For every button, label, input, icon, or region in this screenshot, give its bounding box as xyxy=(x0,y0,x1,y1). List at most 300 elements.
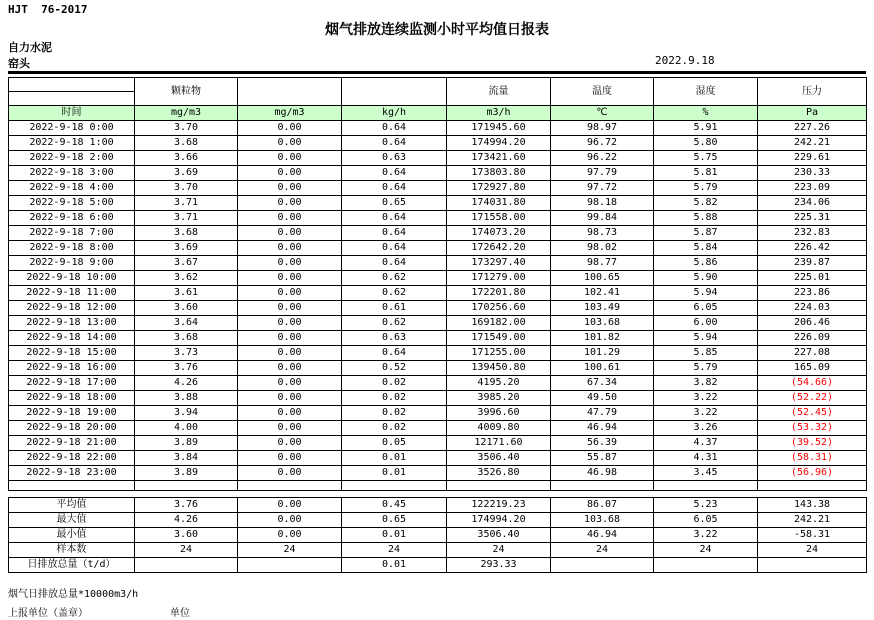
table-cell: 170256.60 xyxy=(447,301,551,316)
table-cell: 3.22 xyxy=(654,528,758,543)
table-cell: 0.00 xyxy=(238,406,342,421)
unit-pm-mgm3: mg/m3 xyxy=(135,106,238,121)
table-cell xyxy=(551,481,654,491)
table-cell: 3.68 xyxy=(135,226,238,241)
table-row xyxy=(9,451,867,466)
main-table-body xyxy=(9,121,867,481)
table-cell: 98.02 xyxy=(551,241,654,256)
table-cell: 227.08 xyxy=(758,346,867,361)
table-cell: 3.68 xyxy=(135,331,238,346)
table-cell xyxy=(758,481,867,491)
standard-number: HJT 76-2017 xyxy=(8,3,88,16)
table-cell: 3.69 xyxy=(135,241,238,256)
summary-row xyxy=(9,558,867,573)
table-cell: 0.63 xyxy=(342,331,447,346)
table-cell: 2022-9-18 6:00 xyxy=(9,211,135,226)
table-row xyxy=(9,421,867,436)
table-cell: 4.00 xyxy=(135,421,238,436)
table-cell: 平均值 xyxy=(9,498,135,513)
table-cell: 174031.80 xyxy=(447,196,551,211)
table-cell: 0.00 xyxy=(238,466,342,481)
table-cell: 3.64 xyxy=(135,316,238,331)
table-cell: 样本数 xyxy=(9,543,135,558)
table-cell: 0.02 xyxy=(342,421,447,436)
table-cell: 171945.60 xyxy=(447,121,551,136)
table-cell xyxy=(758,558,867,573)
table-cell: 日排放总量（t/d） xyxy=(9,558,135,573)
table-row xyxy=(9,301,867,316)
table-cell: 103.68 xyxy=(551,316,654,331)
col-header-time: 时间 xyxy=(9,106,135,121)
table-row xyxy=(9,316,867,331)
table-cell: (54.66) xyxy=(758,376,867,391)
table-cell: 5.88 xyxy=(654,211,758,226)
table-cell: 3.45 xyxy=(654,466,758,481)
table-cell: 223.86 xyxy=(758,286,867,301)
table-cell: 2022-9-18 22:00 xyxy=(9,451,135,466)
table-cell: 3.70 xyxy=(135,181,238,196)
table-cell: 98.73 xyxy=(551,226,654,241)
table-cell: 0.00 xyxy=(238,301,342,316)
col-header-pressure: 压力 xyxy=(758,78,867,106)
table-cell: 0.65 xyxy=(342,196,447,211)
table-cell: 0.00 xyxy=(238,391,342,406)
table-cell: 0.00 xyxy=(238,151,342,166)
table-cell: 96.72 xyxy=(551,136,654,151)
blank-row-section xyxy=(9,481,867,491)
col-header-flow: 流量 xyxy=(447,78,551,106)
table-row xyxy=(9,361,867,376)
table-cell: 5.85 xyxy=(654,346,758,361)
table-cell: 98.18 xyxy=(551,196,654,211)
table-cell: 0.00 xyxy=(238,166,342,181)
table-cell: 24 xyxy=(342,543,447,558)
table-cell xyxy=(342,481,447,491)
table-cell: 5.80 xyxy=(654,136,758,151)
blank-row xyxy=(9,481,867,491)
table-cell xyxy=(654,558,758,573)
table-cell: 3.61 xyxy=(135,286,238,301)
company-name: 自力水泥 xyxy=(8,41,52,54)
table-cell: 3526.80 xyxy=(447,466,551,481)
table-cell: 139450.80 xyxy=(447,361,551,376)
table-cell: 3.71 xyxy=(135,211,238,226)
table-cell: 5.90 xyxy=(654,271,758,286)
table-cell: 226.42 xyxy=(758,241,867,256)
table-cell: 5.84 xyxy=(654,241,758,256)
table-cell: 229.61 xyxy=(758,151,867,166)
table-cell: 0.64 xyxy=(342,256,447,271)
table-cell: 99.84 xyxy=(551,211,654,226)
table-row xyxy=(9,211,867,226)
table-cell: 5.79 xyxy=(654,361,758,376)
table-cell: 0.64 xyxy=(342,166,447,181)
unit-label: 单位 xyxy=(170,608,190,619)
table-cell xyxy=(135,558,238,573)
table-cell: 101.82 xyxy=(551,331,654,346)
table-cell: 226.09 xyxy=(758,331,867,346)
footer-line-2 xyxy=(8,604,874,618)
table-cell: 4.31 xyxy=(654,451,758,466)
table-cell: 0.00 xyxy=(238,136,342,151)
table-cell: 5.79 xyxy=(654,181,758,196)
table-cell xyxy=(447,481,551,491)
table-cell: 5.91 xyxy=(654,121,758,136)
table-cell: 6.05 xyxy=(654,513,758,528)
table-cell: 2022-9-18 12:00 xyxy=(9,301,135,316)
table-cell: 0.02 xyxy=(342,391,447,406)
table-cell: 3.71 xyxy=(135,196,238,211)
table-cell: 3.89 xyxy=(135,466,238,481)
table-cell: 86.07 xyxy=(551,498,654,513)
table-cell: 225.31 xyxy=(758,211,867,226)
table-cell: 3.94 xyxy=(135,406,238,421)
unit-celsius: ℃ xyxy=(551,106,654,121)
unit-m3h: m3/h xyxy=(447,106,551,121)
table-cell: 242.21 xyxy=(758,136,867,151)
table-cell: 171255.00 xyxy=(447,346,551,361)
table-cell: 5.23 xyxy=(654,498,758,513)
table-cell: 102.41 xyxy=(551,286,654,301)
table-row xyxy=(9,241,867,256)
table-cell: (58.31) xyxy=(758,451,867,466)
table-cell: 3.82 xyxy=(654,376,758,391)
table-row xyxy=(9,181,867,196)
table-cell: 227.26 xyxy=(758,121,867,136)
table-cell: 5.94 xyxy=(654,286,758,301)
table-cell: 173297.40 xyxy=(447,256,551,271)
table-cell: 3.60 xyxy=(135,528,238,543)
table-cell: 0.62 xyxy=(342,271,447,286)
table-cell: 5.75 xyxy=(654,151,758,166)
table-cell: 173421.60 xyxy=(447,151,551,166)
table-cell: 242.21 xyxy=(758,513,867,528)
table-row xyxy=(9,286,867,301)
table-cell: 239.87 xyxy=(758,256,867,271)
table-cell xyxy=(9,481,135,491)
table-cell: 98.77 xyxy=(551,256,654,271)
table-cell: 24 xyxy=(654,543,758,558)
table-cell: 0.64 xyxy=(342,181,447,196)
table-row xyxy=(9,151,867,166)
table-cell: 0.00 xyxy=(238,346,342,361)
table-cell: 3985.20 xyxy=(447,391,551,406)
table-cell: 2022-9-18 19:00 xyxy=(9,406,135,421)
table-row xyxy=(9,256,867,271)
table-cell: 2022-9-18 9:00 xyxy=(9,256,135,271)
table-cell: 0.00 xyxy=(238,376,342,391)
table-cell: 100.61 xyxy=(551,361,654,376)
table-cell: 24 xyxy=(447,543,551,558)
table-cell: 0.63 xyxy=(342,151,447,166)
table-row xyxy=(9,391,867,406)
table-cell: 3.89 xyxy=(135,436,238,451)
table-row xyxy=(9,271,867,286)
table-cell: 2022-9-18 1:00 xyxy=(9,136,135,151)
table-cell: 2022-9-18 2:00 xyxy=(9,151,135,166)
table-cell: 0.64 xyxy=(342,346,447,361)
table-cell: 2022-9-18 15:00 xyxy=(9,346,135,361)
table-cell: 5.86 xyxy=(654,256,758,271)
main-data-table xyxy=(8,77,867,491)
table-row xyxy=(9,406,867,421)
table-cell: 0.01 xyxy=(342,528,447,543)
table-cell: 3.76 xyxy=(135,361,238,376)
table-cell: 6.00 xyxy=(654,316,758,331)
table-cell: 0.05 xyxy=(342,436,447,451)
table-cell: (52.45) xyxy=(758,406,867,421)
table-cell: 3.67 xyxy=(135,256,238,271)
table-cell: 101.29 xyxy=(551,346,654,361)
table-cell: 103.68 xyxy=(551,513,654,528)
table-cell: 3.26 xyxy=(654,421,758,436)
table-cell: 46.94 xyxy=(551,421,654,436)
summary-table xyxy=(8,497,867,573)
table-cell: 3.22 xyxy=(654,406,758,421)
table-cell: 67.34 xyxy=(551,376,654,391)
table-cell: 0.00 xyxy=(238,436,342,451)
footer-note: 烟气日排放总量*10000m3/h xyxy=(8,589,139,600)
table-cell: 4.26 xyxy=(135,513,238,528)
monitoring-point-name: 窑头 xyxy=(8,57,30,70)
table-cell: 165.09 xyxy=(758,361,867,376)
table-cell: 97.79 xyxy=(551,166,654,181)
table-cell: 224.03 xyxy=(758,301,867,316)
header-divider xyxy=(8,71,866,74)
table-cell: 3.69 xyxy=(135,166,238,181)
col-header-blank-1 xyxy=(238,78,342,106)
table-cell: 46.94 xyxy=(551,528,654,543)
table-row xyxy=(9,196,867,211)
table-cell: 3.68 xyxy=(135,136,238,151)
table-cell: 0.00 xyxy=(238,181,342,196)
table-cell: 0.64 xyxy=(342,211,447,226)
table-cell: 0.02 xyxy=(342,406,447,421)
table-cell: 0.00 xyxy=(238,121,342,136)
table-cell: 122219.23 xyxy=(447,498,551,513)
table-cell: 4.26 xyxy=(135,376,238,391)
table-cell: 2022-9-18 13:00 xyxy=(9,316,135,331)
table-cell: 0.64 xyxy=(342,136,447,151)
table-cell: 225.01 xyxy=(758,271,867,286)
table-cell: 171279.00 xyxy=(447,271,551,286)
table-cell: 2022-9-18 5:00 xyxy=(9,196,135,211)
table-cell: 0.52 xyxy=(342,361,447,376)
table-cell: 2022-9-18 23:00 xyxy=(9,466,135,481)
table-cell xyxy=(654,481,758,491)
table-cell: 0.00 xyxy=(238,528,342,543)
table-cell: 174994.20 xyxy=(447,513,551,528)
table-cell: 0.02 xyxy=(342,376,447,391)
table-cell: 3.22 xyxy=(654,391,758,406)
table-cell: 293.33 xyxy=(447,558,551,573)
table-row xyxy=(9,376,867,391)
table-cell: 3.88 xyxy=(135,391,238,406)
table-cell: 0.00 xyxy=(238,421,342,436)
table-cell: 56.39 xyxy=(551,436,654,451)
report-date: 2022.9.18 xyxy=(655,54,715,67)
table-cell: 3.84 xyxy=(135,451,238,466)
table-cell: -58.31 xyxy=(758,528,867,543)
col-header-humidity: 湿度 xyxy=(654,78,758,106)
col-header-particulate: 颗粒物 xyxy=(135,78,238,106)
table-cell: 0.00 xyxy=(238,196,342,211)
table-cell: 2022-9-18 18:00 xyxy=(9,391,135,406)
table-cell: 0.64 xyxy=(342,241,447,256)
summary-row xyxy=(9,543,867,558)
header-blank-bottom xyxy=(9,92,135,106)
table-cell: 3.70 xyxy=(135,121,238,136)
table-cell: 3.62 xyxy=(135,271,238,286)
table-cell: (39.52) xyxy=(758,436,867,451)
table-row xyxy=(9,166,867,181)
table-cell: 100.65 xyxy=(551,271,654,286)
table-cell: 0.00 xyxy=(238,256,342,271)
table-cell: 0.01 xyxy=(342,466,447,481)
table-cell: 232.83 xyxy=(758,226,867,241)
document-footer xyxy=(8,585,874,618)
table-cell: 2022-9-18 4:00 xyxy=(9,181,135,196)
table-cell: 最小值 xyxy=(9,528,135,543)
table-cell: 3996.60 xyxy=(447,406,551,421)
table-cell: 3506.40 xyxy=(447,528,551,543)
table-cell: 0.00 xyxy=(238,451,342,466)
table-cell: 2022-9-18 17:00 xyxy=(9,376,135,391)
table-cell: 2022-9-18 14:00 xyxy=(9,331,135,346)
table-cell: 5.87 xyxy=(654,226,758,241)
table-cell: 2022-9-18 8:00 xyxy=(9,241,135,256)
table-cell: 171558.00 xyxy=(447,211,551,226)
table-cell: 0.61 xyxy=(342,301,447,316)
table-cell: 3506.40 xyxy=(447,451,551,466)
table-cell: 0.00 xyxy=(238,513,342,528)
table-row xyxy=(9,121,867,136)
table-row xyxy=(9,436,867,451)
document-header xyxy=(0,0,874,71)
table-cell: 2022-9-18 11:00 xyxy=(9,286,135,301)
table-cell: 3.73 xyxy=(135,346,238,361)
table-cell: 98.97 xyxy=(551,121,654,136)
table-cell: 0.45 xyxy=(342,498,447,513)
table-row xyxy=(9,136,867,151)
table-cell xyxy=(238,558,342,573)
table-cell: 0.62 xyxy=(342,286,447,301)
table-cell: 3.66 xyxy=(135,151,238,166)
table-cell: 最大值 xyxy=(9,513,135,528)
table-cell: 5.82 xyxy=(654,196,758,211)
table-cell: 0.00 xyxy=(238,331,342,346)
table-cell: 3.60 xyxy=(135,301,238,316)
table-cell: 0.64 xyxy=(342,226,447,241)
table-cell: 24 xyxy=(135,543,238,558)
reporting-unit-label: 上报单位（盖章） xyxy=(8,608,88,619)
table-cell: 206.46 xyxy=(758,316,867,331)
table-cell: 0.62 xyxy=(342,316,447,331)
unit-mgm3: mg/m3 xyxy=(238,106,342,121)
table-cell: 0.00 xyxy=(238,361,342,376)
unit-percent: % xyxy=(654,106,758,121)
summary-table-body xyxy=(9,498,867,573)
table-cell: 2022-9-18 7:00 xyxy=(9,226,135,241)
table-cell: (53.32) xyxy=(758,421,867,436)
table-cell xyxy=(135,481,238,491)
table-cell: 97.72 xyxy=(551,181,654,196)
col-header-blank-2 xyxy=(342,78,447,106)
table-cell: 174073.20 xyxy=(447,226,551,241)
table-cell: 6.05 xyxy=(654,301,758,316)
table-cell: 234.06 xyxy=(758,196,867,211)
table-cell: 0.00 xyxy=(238,286,342,301)
table-cell: 0.00 xyxy=(238,241,342,256)
table-cell: 47.79 xyxy=(551,406,654,421)
table-cell: 4009.80 xyxy=(447,421,551,436)
table-cell: 5.94 xyxy=(654,331,758,346)
table-cell: 4.37 xyxy=(654,436,758,451)
table-cell: 49.50 xyxy=(551,391,654,406)
table-cell: 0.00 xyxy=(238,498,342,513)
table-cell: 2022-9-18 20:00 xyxy=(9,421,135,436)
col-header-temperature: 温度 xyxy=(551,78,654,106)
table-cell: 230.33 xyxy=(758,166,867,181)
table-cell: 4195.20 xyxy=(447,376,551,391)
header-blank-top xyxy=(9,78,135,92)
table-cell: 46.98 xyxy=(551,466,654,481)
table-cell: 2022-9-18 10:00 xyxy=(9,271,135,286)
table-row xyxy=(9,226,867,241)
table-cell: 143.38 xyxy=(758,498,867,513)
table-cell: 0.01 xyxy=(342,558,447,573)
table-cell: 172927.80 xyxy=(447,181,551,196)
table-cell: 172642.20 xyxy=(447,241,551,256)
table-cell: 0.00 xyxy=(238,226,342,241)
table-cell: (56.96) xyxy=(758,466,867,481)
table-row xyxy=(9,346,867,361)
table-cell: 2022-9-18 21:00 xyxy=(9,436,135,451)
table-cell: 0.65 xyxy=(342,513,447,528)
table-cell: 174994.20 xyxy=(447,136,551,151)
table-cell: 24 xyxy=(238,543,342,558)
unit-header-row xyxy=(9,106,867,121)
table-row xyxy=(9,331,867,346)
table-cell: 2022-9-18 0:00 xyxy=(9,121,135,136)
table-cell: 172201.80 xyxy=(447,286,551,301)
table-cell: 0.00 xyxy=(238,211,342,226)
table-cell: 2022-9-18 3:00 xyxy=(9,166,135,181)
unit-pa: Pa xyxy=(758,106,867,121)
table-cell: 103.49 xyxy=(551,301,654,316)
main-table-header xyxy=(9,78,867,121)
page-title: 烟气排放连续监测小时平均值日报表 xyxy=(325,22,549,38)
table-cell: 173803.80 xyxy=(447,166,551,181)
table-cell: 24 xyxy=(758,543,867,558)
table-row xyxy=(9,466,867,481)
table-cell: (52.22) xyxy=(758,391,867,406)
table-cell: 171549.00 xyxy=(447,331,551,346)
table-cell: 12171.60 xyxy=(447,436,551,451)
table-cell: 0.01 xyxy=(342,451,447,466)
table-cell: 223.09 xyxy=(758,181,867,196)
table-cell: 0.00 xyxy=(238,316,342,331)
table-cell: 169182.00 xyxy=(447,316,551,331)
table-cell: 0.64 xyxy=(342,121,447,136)
table-cell xyxy=(551,558,654,573)
unit-kgh: kg/h xyxy=(342,106,447,121)
table-cell: 24 xyxy=(551,543,654,558)
summary-row xyxy=(9,513,867,528)
table-cell: 5.81 xyxy=(654,166,758,181)
table-cell: 55.87 xyxy=(551,451,654,466)
table-cell xyxy=(238,481,342,491)
